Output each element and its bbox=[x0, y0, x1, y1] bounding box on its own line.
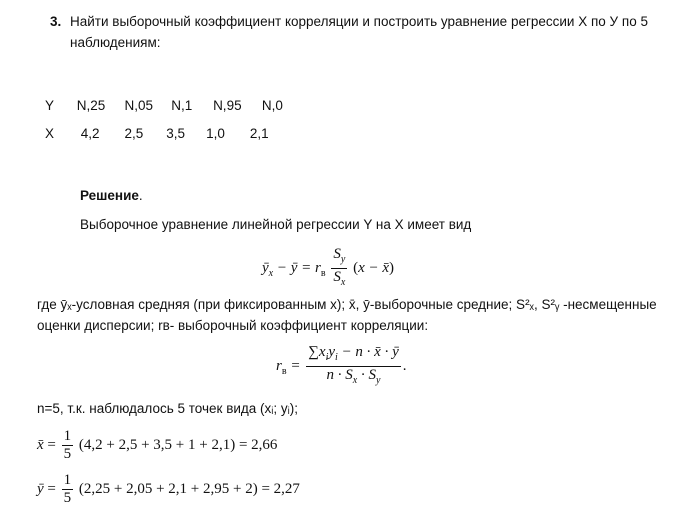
x-label: X bbox=[45, 126, 55, 141]
y-value: N,05 bbox=[124, 98, 154, 113]
y-row bbox=[45, 98, 283, 113]
xbar-formula: x̄ = $\frac{1}{5}$ (4,2 + 2,5 + 3,5 + 1 + 2,1) = 2,66 bbox=[37, 428, 278, 462]
ybar-formula: ȳ = $\frac{1}{5}$ (2,25 + 2,05 + 2,1 + 2,95 + 2) = 2,27 bbox=[37, 472, 300, 506]
task-line-2: наблюдениям: bbox=[70, 35, 161, 50]
where-line-2: оценки дисперсии; rв- выборочный коэффициент корреляции: bbox=[37, 318, 429, 333]
y-value: N,95 bbox=[213, 98, 242, 113]
solution-heading: Решение. bbox=[80, 188, 143, 203]
x-value: 3,5 bbox=[166, 126, 186, 141]
task-number: 3. bbox=[50, 14, 62, 29]
x-value: 2,5 bbox=[124, 126, 144, 141]
correlation-formula: $r_в$ = $\frac{\sum x_iy_i - n \cdot x̄ \cdot ȳ}{n \cdot S_x \cdot S_y}$ . bbox=[276, 344, 407, 386]
x-value: 1,0 bbox=[206, 126, 225, 141]
task-line-1: Найти выборочный коэффициент корреляции и построить уравнение регрессии Х по У по 5 bbox=[70, 14, 648, 29]
x-row bbox=[45, 126, 269, 141]
y-label: Y bbox=[45, 98, 55, 113]
y-value: N,25 bbox=[76, 98, 106, 113]
y-value: N,0 bbox=[261, 98, 283, 113]
x-value: 2,1 bbox=[249, 126, 269, 141]
solution-intro: Выборочное уравнение линейной регрессии Y на X имеет вид bbox=[80, 217, 472, 232]
regression-equation: $ȳ_x$ − ȳ = $r_в$ $\frac{S_y}{S_x}$ (x − x̄) bbox=[262, 246, 394, 288]
n-line: n=5, т.к. наблюдалось 5 точек вида (xᵢ; yᵢ); bbox=[37, 401, 299, 416]
y-value: N,1 bbox=[171, 98, 193, 113]
where-line-1: где ȳₓ-условная средняя (при фиксированным х); x̄, ȳ-выборочные средние; S²ₓ, S²ᵧ -несмещенные bbox=[37, 297, 657, 312]
x-value: 4,2 bbox=[80, 126, 100, 141]
